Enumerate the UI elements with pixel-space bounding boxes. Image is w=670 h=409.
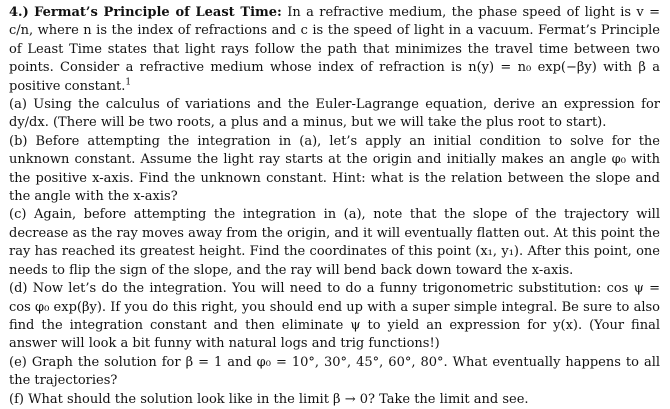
problem-intro (9, 4, 660, 96)
part-e-text: Graph the solution for β = 1 and φ₀ = 10°, 30°, 45°, 60°, 80°. What eventually happens to all the trajectories? (9, 354, 661, 389)
part-f-text: What should the solution look like in the limit β → 0? Take the limit and see. (28, 391, 529, 407)
problem-title: Fermat’s Principle of Least Time: (34, 5, 282, 20)
part-d-text: Now let’s do the integration. You will need to do a funny trigonometric substitution: cos ψ = cos φ₀ exp(βy). If you do this right, you should end up with a super simple integral. Be sure to also find the integration constant and then eliminate ψ to yield an expression for y(x). (Your final answer will look a bit funny with natural logs and trig functions!) (9, 281, 660, 352)
footnote-mark: 1 (125, 77, 132, 88)
part-c (9, 206, 660, 280)
part-a-label: (a) (9, 97, 27, 113)
problem-intro-text: In a refractive medium, the phase speed of light is v = c/n, where n is the index of refractions and c is the speed of light in a vacuum. Fermat’s Principle of Least Time states that light rays follow the path that minimizes the travel time between two points. Consider a refractive medium whose index of refraction is n(y) = n₀ exp(−βy) with β a positive constant. (9, 5, 660, 94)
part-a (9, 96, 660, 133)
part-f-label: (f) (9, 391, 24, 407)
part-a-text: Using the calculus of variations and the Euler-Lagrange equation, derive an expression for dy/dx. (There will be two roots, a plus and a minus, but we will take the plus root to start). (9, 97, 660, 131)
part-b (9, 133, 660, 207)
part-c-text: Again, before attempting the integration in (a), note that the slope of the trajectory will decrease as the ray moves away from the origin, and it will eventually flatten out. At this point the ray has reached its greatest height. Find the coordinates of this point (x₁, y₁). After this point, one needs to flip the sign of the slope, and the ray will bend back down toward the x-axis. (9, 207, 660, 278)
part-e (9, 354, 660, 391)
part-d-label: (d) (9, 281, 28, 297)
part-b-text: Before attempting the integration in (a), let’s apply an initial condition to solve for the unknown constant. Assume the light ray starts at the origin and initially makes an angle φ₀ with the positive x-axis. Find the unknown constant. Hint: what is the relation between the slope and the angle with the x-axis? (9, 133, 660, 205)
part-b-label: (b) (9, 133, 28, 149)
problem-number: 4.) (9, 5, 29, 20)
part-e-label: (e) (9, 354, 27, 370)
problem-document (9, 4, 660, 409)
part-d (9, 280, 660, 354)
part-c-label: (c) (9, 207, 27, 223)
